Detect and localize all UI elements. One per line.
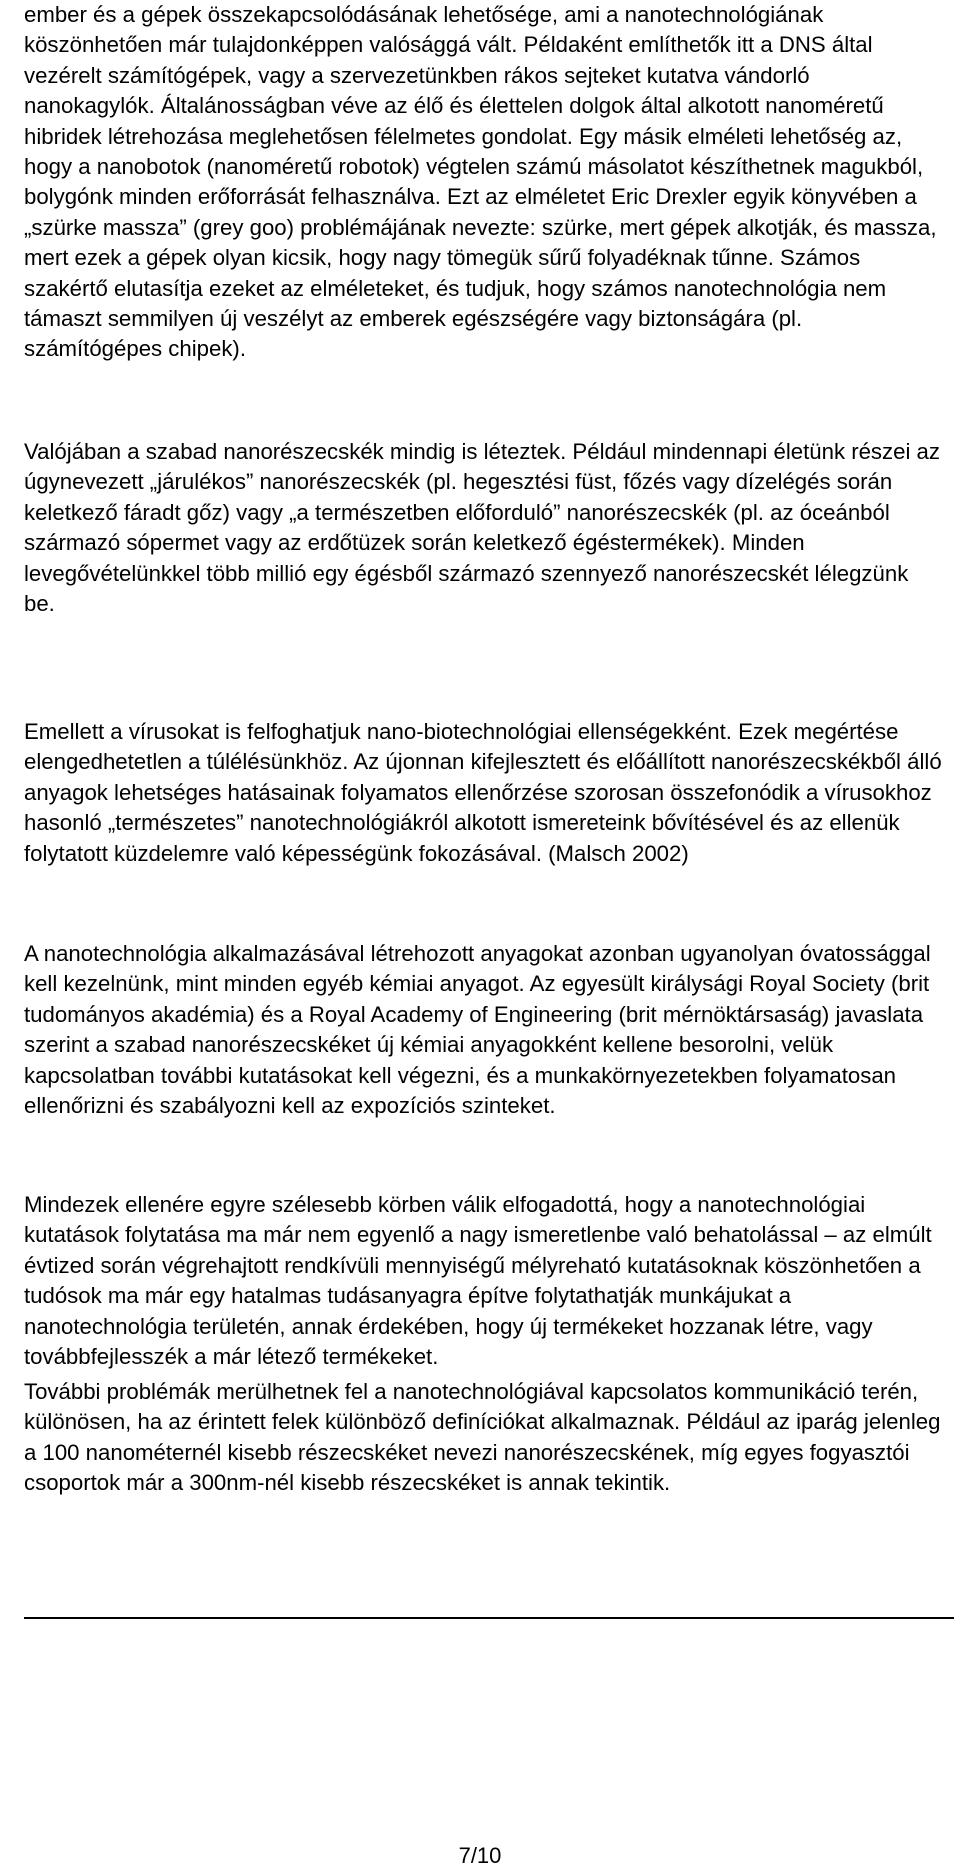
- paragraph: További problémák merülhetnek fel a nanotechnológiával kapcsolatos kommunikáció terén, különösen, ha az érintett felek különböző definíciókat alkalmaznak. Például az iparág jelenleg a 100 nanométernél kisebb részecskéket nevezi nanorészecskének, míg egyes fogyasztói csoportok már a 300nm-nél kisebb részecskéket is annak tekintik.: [24, 1379, 941, 1496]
- page-number: 7/10: [458, 1843, 502, 1868]
- paragraph: A nanotechnológia alkalmazásával létrehozott anyagokat azonban ugyanolyan óvatossággal kell kezelnünk, mint minden egyéb kémiai anyagot. Az egyesült királysági Royal Society (brit tudományos akadémia) és a Royal Academy of Engineering (brit mérnöktársaság) javaslata szerint a szabad nanorészecskéket új kémiai anyagokként kellene besorolni, velük kapcsolatban további kutatásokat kell végezni, és a munkakörnyezetekben folyamatosan ellenőrizni és szabályozni kell az expozíciós szinteket.: [24, 941, 931, 1119]
- paragraph: Mindezek ellenére egyre szélesebb körben válik elfogadottá, hogy a nanotechnológiai kutatások folytatása ma már nem egyenlő a nagy ismeretlenbe való behatolással – az elmúlt évtized során végrehajtott rendkívüli mennyiségű mélyreható kutatásoknak köszönhetően a tudósok ma már egy hatalmas tudásanyagra építve folytathatják munkájukat a nanotechnológia területén, annak érdekében, hogy új termékeket hozzanak létre, vagy továbbfejlesszék a már létező termékeket.: [24, 1192, 932, 1370]
- paragraph: Emellett a vírusokat is felfoghatjuk nano-biotechnológiai ellenségekként. Ezek megértése elengedhetetlen a túlélésünkhöz. Az újonnan kifejlesztett és előállított nanorészecskékből álló anyagok lehetséges hatásainak folyamatos ellenőrzése szorosan összefonódik a vírusokhoz hasonló „természetes” nanotechnológiákról alkotott ismereteink bővítésével és az ellenük folytatott küzdelemre való képességünk fokozásával. (Malsch 2002): [24, 719, 942, 866]
- paragraph: Valójában a szabad nanorészecskék mindig is léteztek. Például mindennapi életünk részei az úgynevezett „járulékos” nanorészecskék (pl. hegesztési füst, főzés vagy dízelégés során keletkező fáradt gőz) vagy „a természetben előforduló” nanorészecskék (pl. az óceánból származó sópermet vagy az erdőtüzek során keletkező égéstermékek). Minden levegővételünkkel több millió egy égésből származó szennyező nanorészecskét lélegzünk be.: [24, 439, 940, 617]
- footnote-divider: [24, 1617, 954, 1619]
- paragraph: ember és a gépek összekapcsolódásának lehetősége, ami a nanotechnológiának köszönhetően már tulajdonképpen valósággá vált. Példaként említhetők itt a DNS által vezérelt számítógépek, vagy a szervezetünkben rákos sejteket kutatva vándorló nanokagylók. Általánosságban véve az élő és élettelen dolgok által alkotott nanoméretű hibridek létrehozása meglehetősen félelmetes gondolat. Egy másik elméleti lehetőség az, hogy a nanobotok (nanoméretű robotok) végtelen számú másolatot készíthetnek magukból, bolygónk minden erőforrását felhasználva. Ezt az elméletet Eric Drexler egyik könyvében a „szürke massza” (grey goo) problémájának nevezte: szürke, mert gépek alkotják, és massza, mert ezek a gépek olyan kicsik, hogy nagy tömegük sűrű folyadéknak tűnne. Számos szakértő elutasítja ezeket az elméleteket, és tudjuk, hogy számos nanotechnológia nem támaszt semmilyen új veszélyt az emberek egészségére vagy biztonságára (pl. számítógépes chipek).: [24, 2, 937, 362]
